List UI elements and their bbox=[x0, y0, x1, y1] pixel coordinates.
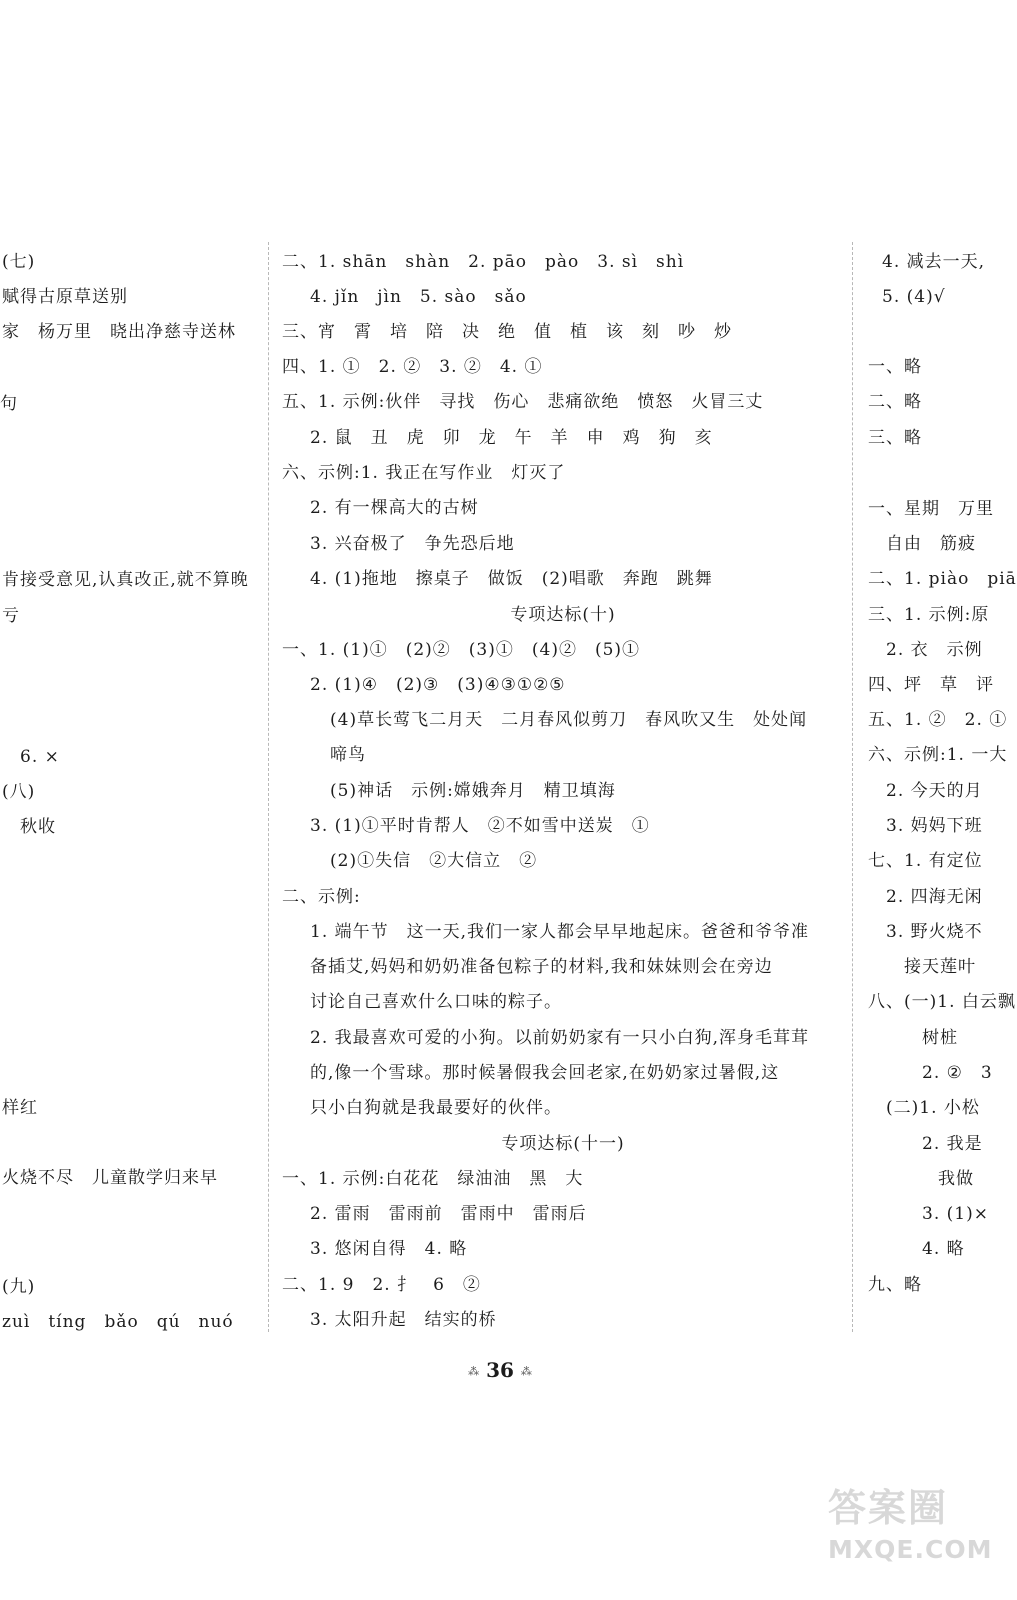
text-line: 六、示例:1. 一大 bbox=[868, 745, 1008, 765]
text-line: 5. (4)√ bbox=[882, 287, 946, 307]
text-line: 2. 有一棵高大的古树 bbox=[310, 498, 479, 518]
text-line: 五、1. 示例:伙伴 寻找 伤心 悲痛欲绝 愤怒 火冒三丈 bbox=[282, 392, 764, 412]
footer-ornament-right: ⁂ bbox=[520, 1365, 532, 1378]
text-line: 4. (1)拖地 擦桌子 做饭 (2)唱歌 奔跑 跳舞 bbox=[310, 569, 713, 589]
text-line: 2. 四海无闲 bbox=[886, 887, 983, 907]
text-line: 九、略 bbox=[868, 1275, 922, 1295]
text-line: 样红 bbox=[2, 1098, 38, 1118]
text-line: 三、1. 示例:原 bbox=[868, 605, 990, 625]
watermark-title: 答案圈 bbox=[828, 1486, 949, 1530]
text-line: 的,像一个雪球。那时候暑假我会回老家,在奶奶家过暑假,这 bbox=[310, 1063, 780, 1083]
text-line: 2. 我最喜欢可爱的小狗。以前奶奶家有一只小白狗,浑身毛茸茸 bbox=[310, 1028, 810, 1048]
text-line: 4. 略 bbox=[922, 1239, 965, 1259]
text-line: 一、1. 示例:白花花 绿油油 黑 大 bbox=[282, 1169, 584, 1189]
text-line: 三、宵 霄 培 陪 决 绝 值 植 该 刻 吵 炒 bbox=[282, 322, 732, 342]
text-line: 七、1. 有定位 bbox=[868, 851, 983, 871]
text-line: 二、略 bbox=[868, 392, 922, 412]
text-line: 备插艾,妈妈和奶奶准备包粽子的材料,我和妹妹则会在旁边 bbox=[310, 957, 773, 977]
text-line: 肯接受意见,认真改正,就不算晚 bbox=[2, 570, 249, 590]
text-line: 2. 衣 示例 bbox=[886, 640, 983, 660]
text-line: 亏 bbox=[2, 606, 20, 626]
text-line: 赋得古原草送别 bbox=[2, 287, 128, 307]
text-line: 6. × bbox=[20, 747, 60, 767]
watermark-logo bbox=[828, 1484, 993, 1584]
footer-ornament-left: ⁂ bbox=[468, 1365, 480, 1378]
text-line: 4. 减去一天, bbox=[882, 252, 986, 272]
text-line: 3. (1)× bbox=[922, 1204, 989, 1224]
text-line: 3. 妈妈下班 bbox=[886, 816, 983, 836]
text-line: 2. 鼠 丑 虎 卯 龙 午 羊 申 鸡 狗 亥 bbox=[310, 428, 713, 448]
text-line: 二、1. piào piā bbox=[868, 569, 1017, 589]
text-line: zuì tíng bǎo qú nuó bbox=[2, 1312, 234, 1332]
text-line: 八、(一)1. 白云飘 bbox=[868, 992, 1016, 1012]
text-line: (二)1. 小松 bbox=[886, 1098, 980, 1118]
text-line: 一、略 bbox=[868, 357, 922, 377]
text-line: 三、略 bbox=[868, 428, 922, 448]
text-line: 四、坪 草 评 bbox=[868, 675, 994, 695]
column-divider bbox=[852, 242, 853, 1332]
text-line: 句 bbox=[0, 394, 18, 414]
text-line: (4)草长莺飞二月天 二月春风似剪刀 春风吹又生 处处闻 bbox=[330, 710, 808, 730]
text-line: 二、1. 9 2. 扌 6 ② bbox=[282, 1275, 481, 1295]
text-line: 一、星期 万里 bbox=[868, 499, 994, 519]
text-line: 2. 今天的月 bbox=[886, 781, 983, 801]
text-line: 我做 bbox=[938, 1169, 974, 1189]
text-line: 二、示例: bbox=[282, 887, 361, 907]
section-heading: (八) bbox=[2, 782, 36, 802]
text-line: 1. 端午节 这一天,我们一家人都会早早地起床。爸爸和爷爷准 bbox=[310, 922, 810, 942]
text-line: 啼鸟 bbox=[330, 745, 366, 765]
section-heading: 专项达标(十) bbox=[510, 605, 616, 625]
column-divider bbox=[268, 242, 269, 1332]
text-line: 接天莲叶 bbox=[904, 957, 976, 977]
text-line: 秋收 bbox=[20, 817, 56, 837]
text-line: 2. 我是 bbox=[922, 1134, 983, 1154]
text-line: 3. 野火烧不 bbox=[886, 922, 983, 942]
text-line: 火烧不尽 儿童散学归来早 bbox=[2, 1168, 218, 1188]
watermark-url: MXQE.COM bbox=[828, 1535, 993, 1564]
text-line: 二、1. shān shàn 2. pāo pào 3. sì shì bbox=[282, 252, 685, 272]
text-line: 一、1. (1)① (2)② (3)① (4)② (5)① bbox=[282, 640, 641, 660]
text-line: 只小白狗就是我最要好的伙伴。 bbox=[310, 1098, 562, 1118]
text-line: 自由 筋疲 bbox=[886, 534, 976, 554]
text-line: 2. 雷雨 雷雨前 雷雨中 雷雨后 bbox=[310, 1204, 587, 1224]
page-number: 36 bbox=[486, 1358, 514, 1382]
text-line: 家 杨万里 晓出净慈寺送林 bbox=[2, 322, 236, 342]
text-line: 4. jǐn jìn 5. sào sǎo bbox=[310, 287, 527, 307]
text-line: (七) bbox=[2, 252, 36, 272]
section-heading: (九) bbox=[2, 1277, 36, 1297]
text-line: 五、1. ② 2. ① bbox=[868, 710, 1008, 730]
text-line: 四、1. ① 2. ② 3. ② 4. ① bbox=[282, 357, 543, 377]
text-line: (2)①失信 ②大信立 ② bbox=[330, 851, 538, 871]
text-line: 2. ② 3 bbox=[922, 1063, 993, 1083]
section-heading: 专项达标(十一) bbox=[501, 1134, 625, 1154]
text-line: 2. (1)④ (2)③ (3)④③①②⑤ bbox=[310, 675, 566, 695]
text-line: (5)神话 示例:嫦娥奔月 精卫填海 bbox=[330, 781, 616, 801]
text-line: 3. 悠闲自得 4. 略 bbox=[310, 1239, 468, 1259]
text-line: 讨论自己喜欢什么口味的粽子。 bbox=[310, 992, 562, 1012]
page-footer bbox=[0, 1358, 1000, 1382]
text-line: 3. 兴奋极了 争先恐后地 bbox=[310, 534, 515, 554]
text-line: 3. (1)①平时肯帮人 ②不如雪中送炭 ① bbox=[310, 816, 650, 836]
text-line: 六、示例:1. 我正在写作业 灯灭了 bbox=[282, 463, 566, 483]
text-line: 3. 太阳升起 结实的桥 bbox=[310, 1310, 497, 1330]
text-line: 树桩 bbox=[922, 1028, 958, 1048]
